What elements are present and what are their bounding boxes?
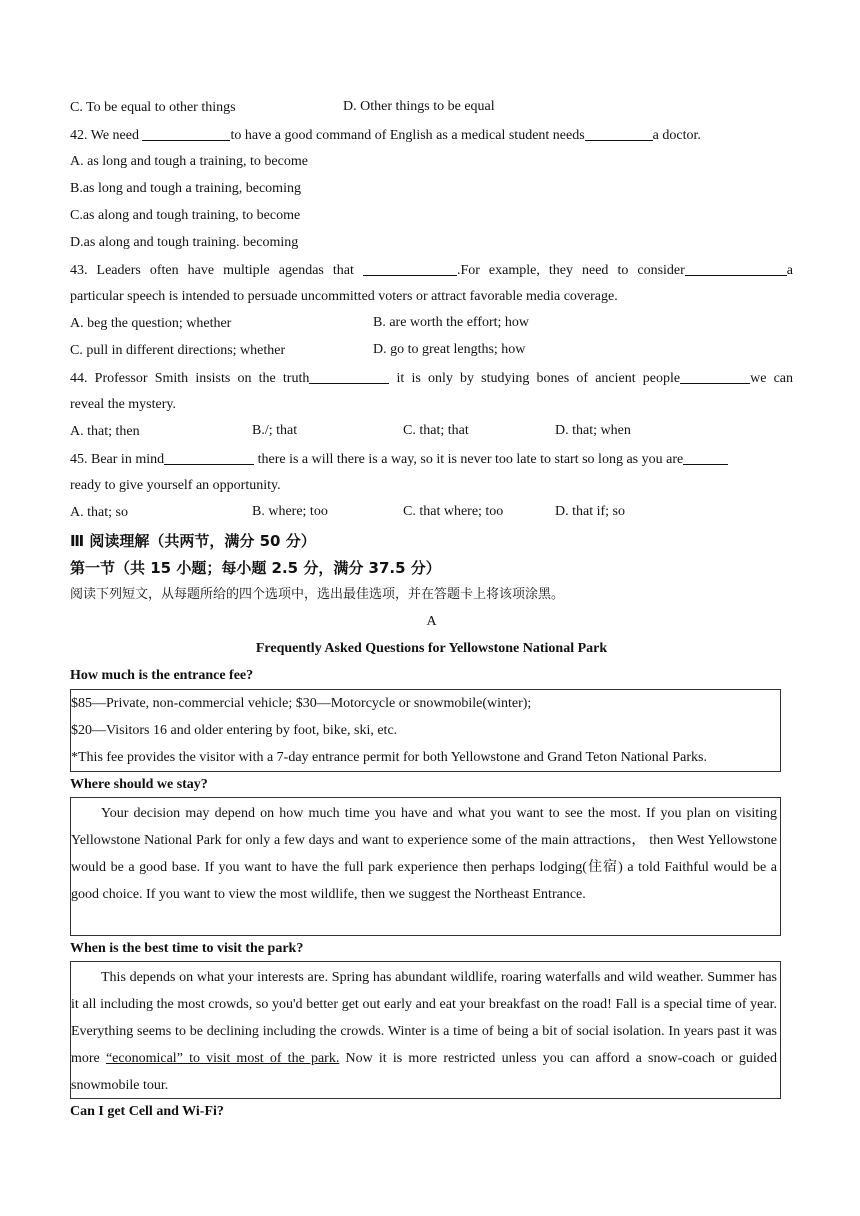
q42-option-b: B.as long and tough a training, becoming — [70, 181, 301, 196]
question-heading-time: When is the best time to visit the park? — [70, 941, 304, 956]
q43-stem-line2: particular speech is intended to persuade uncommitted voters or attract favorable media coverage. — [70, 289, 618, 304]
q43-stem-part2: .For example, they need to consider — [456, 263, 685, 278]
q42-stem — [70, 126, 701, 145]
q45-stem — [70, 450, 728, 469]
q42-stem-part1: 42. We need — [70, 128, 143, 143]
q42-stem-part3: a doctor. — [652, 128, 701, 143]
q45-option-d: D. that if; so — [555, 504, 625, 519]
q43-blank-1 — [363, 261, 457, 276]
passage-title: Frequently Asked Questions for Yellowstone National Park — [255, 641, 608, 656]
time-text-part2: Now it is more restricted unless you can afford a snow-coach or guided snowmobile tour. — [71, 1051, 778, 1093]
q44-option-a: A. that; then — [70, 424, 140, 439]
fee-line: $20—Visitors 16 and older entering by foot, bike, ski, etc. — [71, 723, 398, 738]
section-part-title: 第一节（共 15 小题；每小题 2.5 分，满分 37.5 分） — [70, 559, 441, 577]
q44-stem-part1: 44. Professor Smith insists on the truth — [70, 371, 310, 386]
q44-option-c: C. that; that — [403, 423, 469, 438]
q43-option-a: A. beg the question; whether — [70, 316, 232, 331]
question-heading-fee: How much is the entrance fee? — [70, 668, 254, 683]
time-paragraph — [71, 964, 777, 1099]
q45-blank-2 — [683, 450, 728, 465]
q41-option-d: D. Other things to be equal — [343, 99, 495, 114]
stay-box — [70, 797, 781, 936]
q42-option-d: D.as along and tough training. becoming — [70, 235, 299, 250]
q43-option-c: C. pull in different directions; whether — [70, 343, 286, 358]
q44-option-b: B./; that — [252, 423, 298, 438]
q45-stem-line2: ready to give yourself an opportunity. — [70, 478, 281, 493]
fee-line: $85—Private, non-commercial vehicle; $30—Motorcycle or snowmobile(winter); — [71, 696, 532, 711]
q42-option-c: C.as along and tough training, to become — [70, 208, 301, 223]
q45-stem-part1: 45. Bear in mind — [70, 452, 165, 467]
question-heading-stay: Where should we stay? — [70, 777, 208, 792]
q45-stem-part2: there is a will there is a way, so it is never too late to start so long as you are — [257, 452, 684, 467]
fee-line: *This fee provides the visitor with a 7-day entrance permit for both Yellowstone and Grand Teton National Parks. — [71, 750, 708, 765]
fee-box — [70, 689, 781, 772]
q43-stem-part3: a — [786, 263, 794, 278]
section-title: Ⅲ 阅读理解（共两节，满分 50 分） — [70, 532, 316, 550]
q43-blank-2 — [685, 261, 787, 276]
time-text-underlined: “economical” to visit most of the park. — [105, 1051, 340, 1066]
q43-stem-part1: 43. Leaders often have multiple agendas that — [70, 263, 354, 278]
q45-blank-1 — [164, 450, 254, 465]
passage-label: A — [426, 614, 437, 629]
q42-option-a: A. as long and tough a training, to become — [70, 154, 308, 169]
q42-blank-2 — [585, 126, 653, 141]
q43-stem — [70, 261, 793, 280]
q42-blank-1 — [142, 126, 230, 141]
q44-stem — [70, 369, 793, 388]
q44-option-d: D. that; when — [555, 423, 631, 438]
q42-stem-part2: to have a good command of English as a medical student needs — [230, 128, 585, 143]
q43-option-d: D. go to great lengths; how — [373, 342, 526, 357]
time-box — [70, 961, 781, 1099]
q44-stem-line2: reveal the mystery. — [70, 397, 176, 412]
stay-paragraph: Your decision may depend on how much time you have and what you want to see the most. If you plan on visiting Yellowstone National Park for only a few days and want to experience some of the main attractions， then West Yellowstone would be a good base. If you want to have the full park experience then perhaps lodging(住宿) a told Faithful would be a good choice. If you want to view the most wildlife, then we suggest the Northeast Entrance. — [71, 806, 777, 902]
q45-option-c: C. that where; too — [403, 504, 504, 519]
section-instruction: 阅读下列短文，从每题所给的四个选项中，选出最佳选项，并在答题卡上将该项涂黑。 — [70, 587, 565, 602]
q41-option-c: C. To be equal to other things — [70, 100, 236, 115]
q44-stem-part3: we can — [750, 371, 794, 386]
question-heading-cell: Can I get Cell and Wi-Fi? — [70, 1104, 224, 1119]
q44-blank-2 — [680, 369, 750, 384]
q45-option-a: A. that; so — [70, 505, 128, 520]
time-text-part1: This depends on what your interests are. Spring has abundant wildlife, roaring waterfalls and wild weather. Summer has it all including the most crowds, so you'd better get out early and eat your breakfast on the road! Fall is a special time of year. Everything seems to be declining including the crowds. Winter is a time of being a bit of social isolation. In years past it was more — [71, 970, 777, 1066]
q45-option-b: B. where; too — [252, 504, 328, 519]
q44-blank-1 — [309, 369, 389, 384]
q43-option-b: B. are worth the effort; how — [373, 315, 530, 330]
q44-stem-part2: it is only by studying bones of ancient people — [396, 371, 681, 386]
